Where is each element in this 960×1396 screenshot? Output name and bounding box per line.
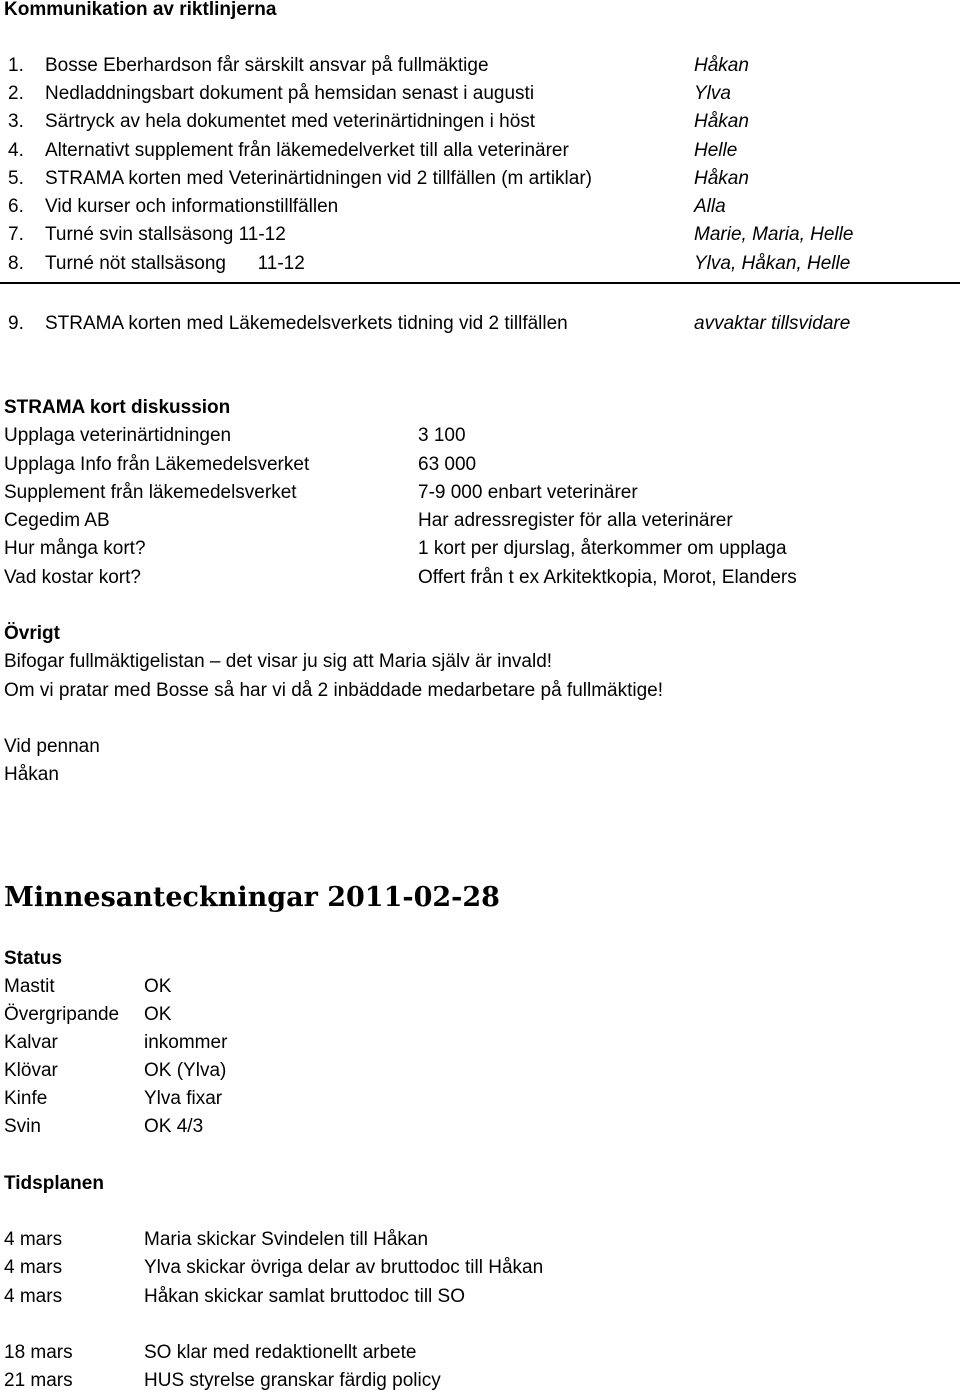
status-label: Kalvar (4, 1032, 58, 1053)
item-responsible: Ylva (694, 83, 731, 104)
strama-row (4, 564, 954, 592)
strama-row (4, 451, 954, 479)
schedule-row (4, 1283, 904, 1311)
strama-label: Hur många kort? (4, 538, 146, 559)
item-number: 6. (8, 196, 24, 217)
communication-heading: Kommunikation av riktlinjerna (4, 0, 277, 20)
status-row (4, 1085, 904, 1113)
status-label: Kinfe (4, 1088, 48, 1109)
item-responsible: Helle (694, 140, 738, 161)
item-responsible: Marie, Maria, Helle (694, 224, 854, 245)
status-row (4, 1113, 904, 1141)
item-text: STRAMA korten med Läkemedelsverkets tidning vid 2 tillfällen (45, 313, 568, 334)
ovrigt-line: Bifogar fullmäktigelistan – det visar ju sig att Maria själv är invald! (4, 651, 553, 672)
item-responsible: Håkan (694, 55, 749, 76)
schedule-row (4, 1367, 904, 1395)
item-responsible: avvaktar tillsvidare (694, 313, 851, 334)
item-text: Bosse Eberhardson får särskilt ansvar på fullmäktige (45, 55, 489, 76)
status-value: OK (144, 1004, 172, 1025)
status-row (4, 1001, 904, 1029)
status-value: OK (144, 976, 172, 997)
status-value: OK (Ylva) (144, 1060, 227, 1081)
schedule-date: 4 mars (4, 1229, 63, 1250)
status-row (4, 1057, 904, 1085)
strama-value: 3 100 (418, 425, 466, 446)
item-number: 8. (8, 253, 24, 274)
schedule-row (4, 1339, 904, 1367)
schedule-task: Ylva skickar övriga delar av bruttodoc till Håkan (144, 1257, 544, 1278)
schedule-date: 21 mars (4, 1370, 73, 1391)
status-row (4, 1029, 904, 1057)
ovrigt-heading: Övrigt (4, 623, 60, 644)
schedule-row (4, 1254, 904, 1282)
strama-value: Offert från t ex Arkitektkopia, Morot, Elanders (418, 567, 797, 588)
schedule-task: Maria skickar Svindelen till Håkan (144, 1229, 429, 1250)
strama-label: Upplaga veterinärtidningen (4, 425, 232, 446)
item-text: Särtryck av hela dokumentet med veterinärtidningen i höst (45, 111, 536, 132)
item-responsible: Håkan (694, 168, 749, 189)
signoff-line: Vid pennan (4, 736, 100, 757)
schedule-task: Håkan skickar samlat bruttodoc till SO (144, 1286, 466, 1307)
strama-value: 63 000 (418, 454, 477, 475)
schedule-task: SO klar med redaktionellt arbete (144, 1342, 417, 1363)
strama-label: Supplement från läkemedelsverket (4, 482, 297, 503)
item-number: 3. (8, 111, 24, 132)
schedule-date: 4 mars (4, 1286, 63, 1307)
strama-value: 7-9 000 enbart veterinärer (418, 482, 638, 503)
status-value: inkommer (144, 1032, 228, 1053)
strama-row (4, 479, 954, 507)
strama-label: Upplaga Info från Läkemedelsverket (4, 454, 310, 475)
status-value: OK 4/3 (144, 1116, 204, 1137)
status-heading: Status (4, 948, 63, 969)
item-responsible: Alla (694, 196, 726, 217)
status-label: Svin (4, 1116, 41, 1137)
item-number: 5. (8, 168, 24, 189)
strama-heading: STRAMA kort diskussion (4, 397, 231, 418)
item-text: STRAMA korten med Veterinärtidningen vid 2 tillfällen (m artiklar) (45, 168, 593, 189)
status-row (4, 973, 904, 1001)
schedule-date: 18 mars (4, 1342, 73, 1363)
schedule-heading: Tidsplanen (4, 1173, 104, 1194)
strama-label: Cegedim AB (4, 510, 110, 531)
signoff-author: Håkan (4, 764, 59, 785)
strama-row (4, 422, 954, 450)
horizontal-divider (0, 282, 960, 284)
item-number: 1. (8, 55, 24, 76)
item-text: Vid kurser och informationstillfällen (45, 196, 339, 217)
strama-label: Vad kostar kort? (4, 567, 141, 588)
schedule-task: HUS styrelse granskar färdig policy (144, 1370, 441, 1391)
item-text: Alternativt supplement från läkemedelverket till alla veterinärer (45, 140, 569, 161)
item-text: Nedladdningsbart dokument på hemsidan senast i augusti (45, 83, 535, 104)
item-responsible: Håkan (694, 111, 749, 132)
status-label: Klövar (4, 1060, 58, 1081)
strama-value: Har adressregister för alla veterinärer (418, 510, 733, 531)
status-label: Övergripande (4, 1004, 120, 1025)
item-text: Turné nöt stallsäsong 11-12 (45, 253, 305, 274)
item-number: 2. (8, 83, 24, 104)
strama-row (4, 507, 954, 535)
minutes-title: Minnesanteckningar 2011-02-28 (4, 882, 500, 913)
item-number: 4. (8, 140, 24, 161)
ovrigt-line: Om vi pratar med Bosse så har vi då 2 inbäddade medarbetare på fullmäktige! (4, 680, 664, 701)
item-number: 9. (8, 313, 24, 334)
status-value: Ylva fixar (144, 1088, 223, 1109)
schedule-date: 4 mars (4, 1257, 63, 1278)
item-responsible: Ylva, Håkan, Helle (694, 253, 851, 274)
strama-row (4, 535, 954, 563)
strama-value: 1 kort per djurslag, återkommer om upplaga (418, 538, 787, 559)
item-number: 7. (8, 224, 24, 245)
item-text: Turné svin stallsäsong 11-12 (45, 224, 286, 245)
status-label: Mastit (4, 976, 55, 997)
schedule-row (4, 1226, 904, 1254)
